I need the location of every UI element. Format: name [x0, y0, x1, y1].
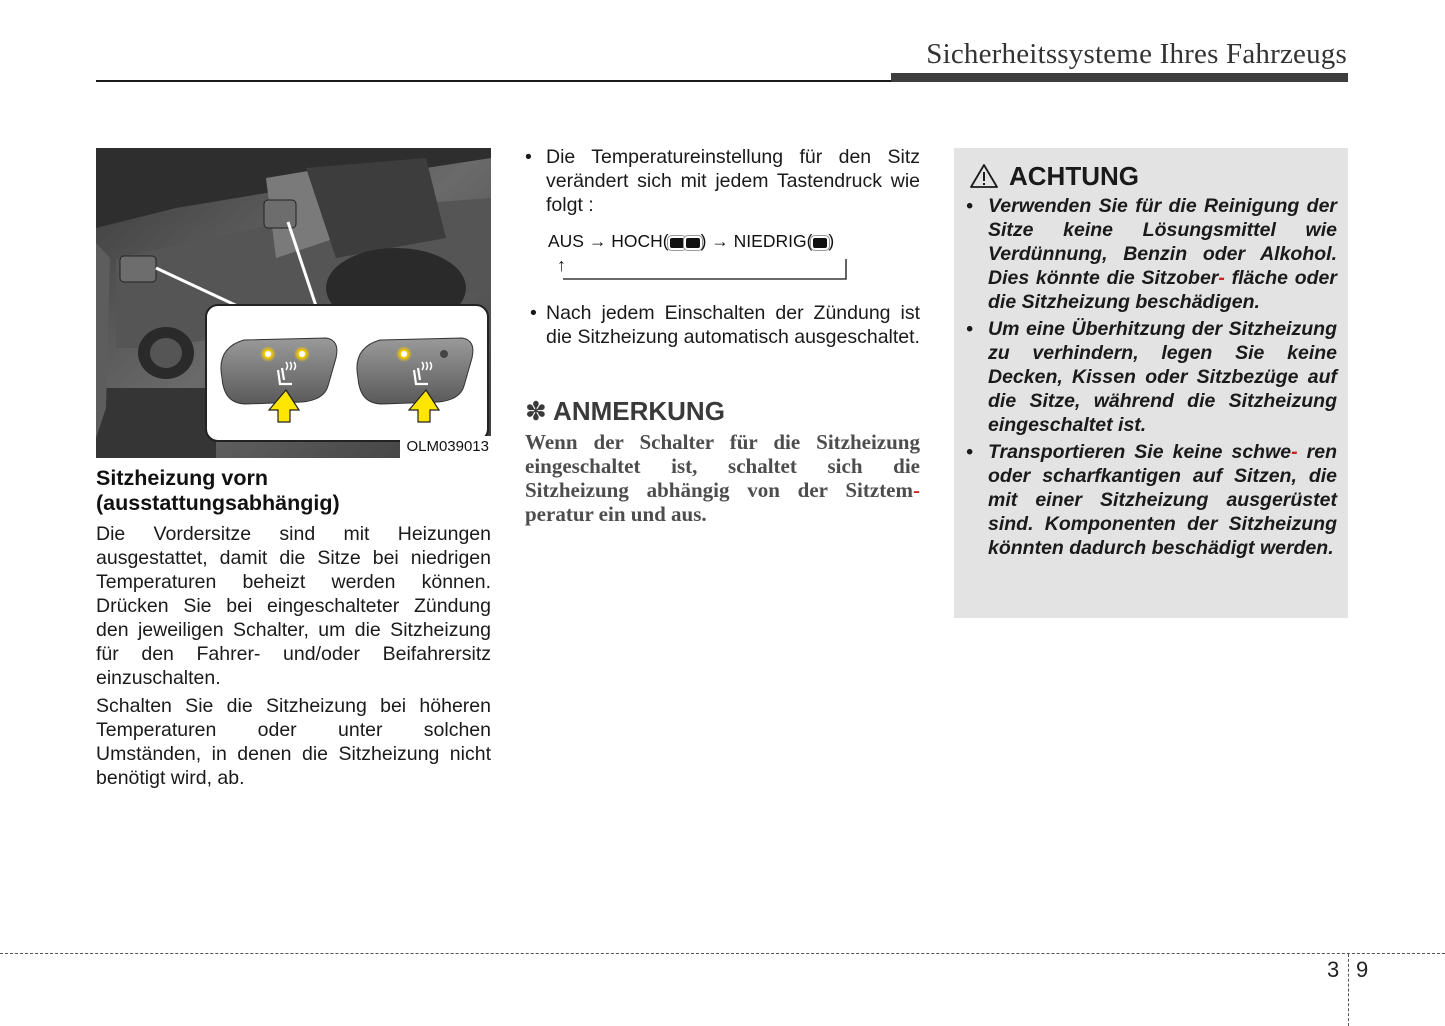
- indicator-led-icon: [686, 238, 700, 248]
- header-rule: [96, 80, 891, 82]
- warning-list: [966, 194, 1337, 563]
- sequence-arrow: →: [588, 231, 607, 251]
- page-header-title: Sicherheitssysteme Ihres Fahrzeugs: [926, 38, 1347, 70]
- section-heading: Sitzheizung vorn (ausstattungsabhängig): [96, 466, 340, 515]
- footer-divider: [0, 953, 1445, 954]
- warning-hyphen: -: [1218, 267, 1225, 289]
- note-hyphen: -: [913, 478, 920, 502]
- seat-heater-button-icon: [221, 338, 337, 404]
- note-text-end: peratur ein und aus.: [525, 502, 707, 526]
- list-item-text: Nach jedem Einschalten der Zündung ist die Sitzheizung automatisch ausgeschaltet.: [546, 302, 920, 348]
- warning-hyphen: -: [1291, 441, 1298, 463]
- chapter-number: 3: [1327, 957, 1340, 982]
- warning-item-text: Transportieren Sie keine schwe: [988, 441, 1292, 463]
- dashboard-illustration: [96, 148, 491, 458]
- list-item-text: Die Temperatureinstellung für den Sitz verändert sich mit jedem Tastendruck wie folgt :: [546, 146, 920, 216]
- sequence-arrow: →: [711, 231, 729, 251]
- paragraph: Die Vordersitze sind mit Heizungen ausgestattet, damit die Sitze bei niedrigen Temperaturen beheizt werden können. Drücken Sie bei eingeschalteter Zündung den jeweiligen Schalter, um die Sitzheizung für den Fahrer- und/oder Beifahrersitz einzuschalten.: [96, 523, 491, 689]
- loop-line: [557, 257, 847, 281]
- seat-heater-figure: [96, 148, 491, 458]
- warning-item-text: Um eine Überhitzung der Sitzheizung zu verhindern, legen Sie keine Decken, Kissen oder Sitzbezüge auf die Sitze, während die Sitzheizung eingeschaltet ist.: [988, 318, 1337, 436]
- warning-triangle-icon: [969, 163, 999, 189]
- bullet-icon: •: [966, 195, 973, 217]
- warning-box: [954, 148, 1348, 618]
- header-bar: [891, 73, 1348, 82]
- list-item: [525, 145, 920, 217]
- warning-heading: [969, 160, 1139, 192]
- paragraph: Schalten Sie die Sitzheizung bei höheren Temperaturen oder unter solchen Umständen, in denen die Sitzheizung nicht benötigt wird, ab.: [96, 695, 491, 789]
- sequence-low: NIEDRIG(: [733, 231, 813, 251]
- warning-item: [966, 317, 1337, 437]
- warning-item-text: fläche oder die Sitzheizung beschädigen.: [988, 267, 1337, 313]
- list-item: [530, 301, 920, 349]
- loop-arrow-icon: ↑: [557, 255, 566, 275]
- column-1: [96, 466, 491, 794]
- note-text: [525, 430, 920, 526]
- bullet-icon: •: [530, 302, 537, 324]
- note-heading: ✽ ANMERKUNG: [525, 396, 725, 426]
- bullet-icon: •: [966, 318, 973, 340]
- indicator-led-icon: [813, 238, 827, 248]
- warning-item-text: ren oder scharfkantigen auf Sitzen, die mit einer Sitzheizung ausgerüstet sind. Komponenten der Sitzheizung könnten dadurch beschädigt werden.: [988, 441, 1337, 559]
- warning-item-text: Verwenden Sie für die Reinigung der Sitze keine Lösungsmittel wie Verdünnung, Benzin oder Alkohol. Dies könnte die Sitzober: [988, 195, 1337, 289]
- warning-item: [966, 440, 1337, 560]
- figure-code: OLM039013: [400, 436, 491, 458]
- footer-page-divider: [1348, 954, 1349, 1026]
- sequence-low-close: ): [828, 231, 835, 251]
- column-2: [525, 145, 920, 217]
- sequence-high-close: ): [700, 231, 707, 251]
- warning-item: [966, 194, 1337, 314]
- bullet-icon: •: [525, 146, 532, 168]
- warning-title: ACHTUNG: [1009, 161, 1139, 191]
- heater-sequence: [548, 229, 834, 253]
- sequence-high: HOCH(: [611, 231, 669, 251]
- note-text-main: Wenn der Schalter für die Sitzheizung eingeschaltet ist, schaltet sich die Sitzheizung abhängig von der Sitztem: [525, 430, 920, 502]
- page-number: 9: [1356, 957, 1369, 982]
- sequence-off: AUS: [548, 231, 584, 251]
- seat-heater-button-icon: [357, 338, 473, 404]
- bullet-icon: •: [966, 441, 973, 463]
- sequence-loop: [557, 257, 847, 281]
- indicator-led-icon: [670, 238, 684, 248]
